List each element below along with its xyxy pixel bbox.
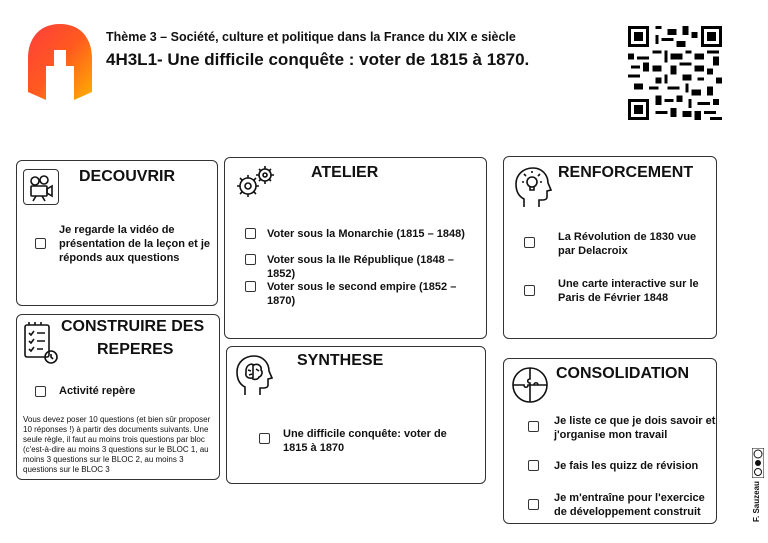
atelier-card <box>224 157 487 339</box>
reperes-card <box>16 314 220 480</box>
reperes-instructions: Vous devez poser 10 questions (et bien sûr proposer 10 réponses !) à partir des documents suivants. Une seule règle, il faut au moins trois questions par bloc (c'est-à-dire au moins 3 questions sur le BLOC 1, au moins 3 questions sur le BLOC 2, au moins 3 questions sur le BLOC 3 <box>23 415 211 474</box>
creative-commons-icon <box>752 448 764 478</box>
decouvrir-checkbox-1[interactable] <box>35 238 46 249</box>
synthese-title: SYNTHESE <box>297 352 384 369</box>
decouvrir-item-1: Je regarde la vidéo de présentation de la leçon et je réponds aux questions <box>59 224 210 264</box>
atelier-title: ATELIER <box>311 164 379 181</box>
gears-icon <box>233 164 277 200</box>
reperes-item-1: Activité repère <box>59 385 136 397</box>
logo <box>24 20 96 102</box>
consolidation-item-1: Je liste ce que je dois savoir et j'organise mon travail <box>554 415 716 441</box>
atelier-checkbox-1[interactable] <box>245 228 256 239</box>
consolidation-title: CONSOLIDATION <box>556 365 690 382</box>
atelier-item-2: Voter sous la IIe République (1848 – 1852) <box>267 254 454 280</box>
renforcement-checkbox-2[interactable] <box>524 285 535 296</box>
synthese-card <box>226 346 486 484</box>
spartan-helmet-icon <box>24 20 96 102</box>
renforcement-item-1: La Révolution de 1830 vue par Delacroix <box>558 231 697 257</box>
consolidation-checkbox-3[interactable] <box>528 499 539 510</box>
synthese-checkbox-1[interactable] <box>259 433 270 444</box>
consolidation-item-3: Je m'entraîne pour l'exercice de développement construit <box>554 492 705 518</box>
renforcement-card <box>503 156 717 339</box>
consolidation-checkbox-2[interactable] <box>528 460 539 471</box>
renforcement-item-2: Une carte interactive sur le Paris de Février 1848 <box>558 278 699 304</box>
lesson-title: 4H3L1- Une difficile conquête : voter de 1815 à 1870. <box>106 50 530 69</box>
atelier-checkbox-3[interactable] <box>245 281 256 292</box>
theme-title: Thème 3 – Société, culture et politique dans la France du XIX e siècle <box>106 30 516 44</box>
decouvrir-title: DECOUVRIR <box>79 168 176 185</box>
reperes-title-line1: CONSTRUIRE DES <box>61 318 205 335</box>
decouvrir-card <box>16 160 218 306</box>
head-brain-icon <box>233 353 273 397</box>
consolidation-item-2: Je fais les quizz de révision <box>554 460 699 472</box>
reperes-title-line2: REPERES <box>97 341 174 358</box>
consolidation-card <box>503 358 717 524</box>
camera-icon <box>24 170 58 204</box>
camera-icon-box <box>23 169 59 205</box>
checklist-clock-icon <box>21 321 59 365</box>
synthese-item-1: Une difficile conquête: voter de 1815 à 1870 <box>283 428 447 454</box>
qr-code-icon <box>628 26 722 120</box>
renforcement-title: RENFORCEMENT <box>558 164 694 181</box>
renforcement-checkbox-1[interactable] <box>524 237 535 248</box>
atelier-checkbox-2[interactable] <box>245 254 256 265</box>
atelier-item-1: Voter sous la Monarchie (1815 – 1848) <box>267 228 465 240</box>
atelier-item-3: Voter sous le second empire (1852 – 1870) <box>267 281 457 307</box>
author-credit: F. Sauzeau <box>752 481 761 522</box>
head-lightbulb-icon <box>512 165 552 209</box>
reperes-checkbox-1[interactable] <box>35 386 46 397</box>
consolidation-checkbox-1[interactable] <box>528 421 539 432</box>
puzzle-icon <box>510 365 550 405</box>
qr-code[interactable] <box>628 26 722 120</box>
